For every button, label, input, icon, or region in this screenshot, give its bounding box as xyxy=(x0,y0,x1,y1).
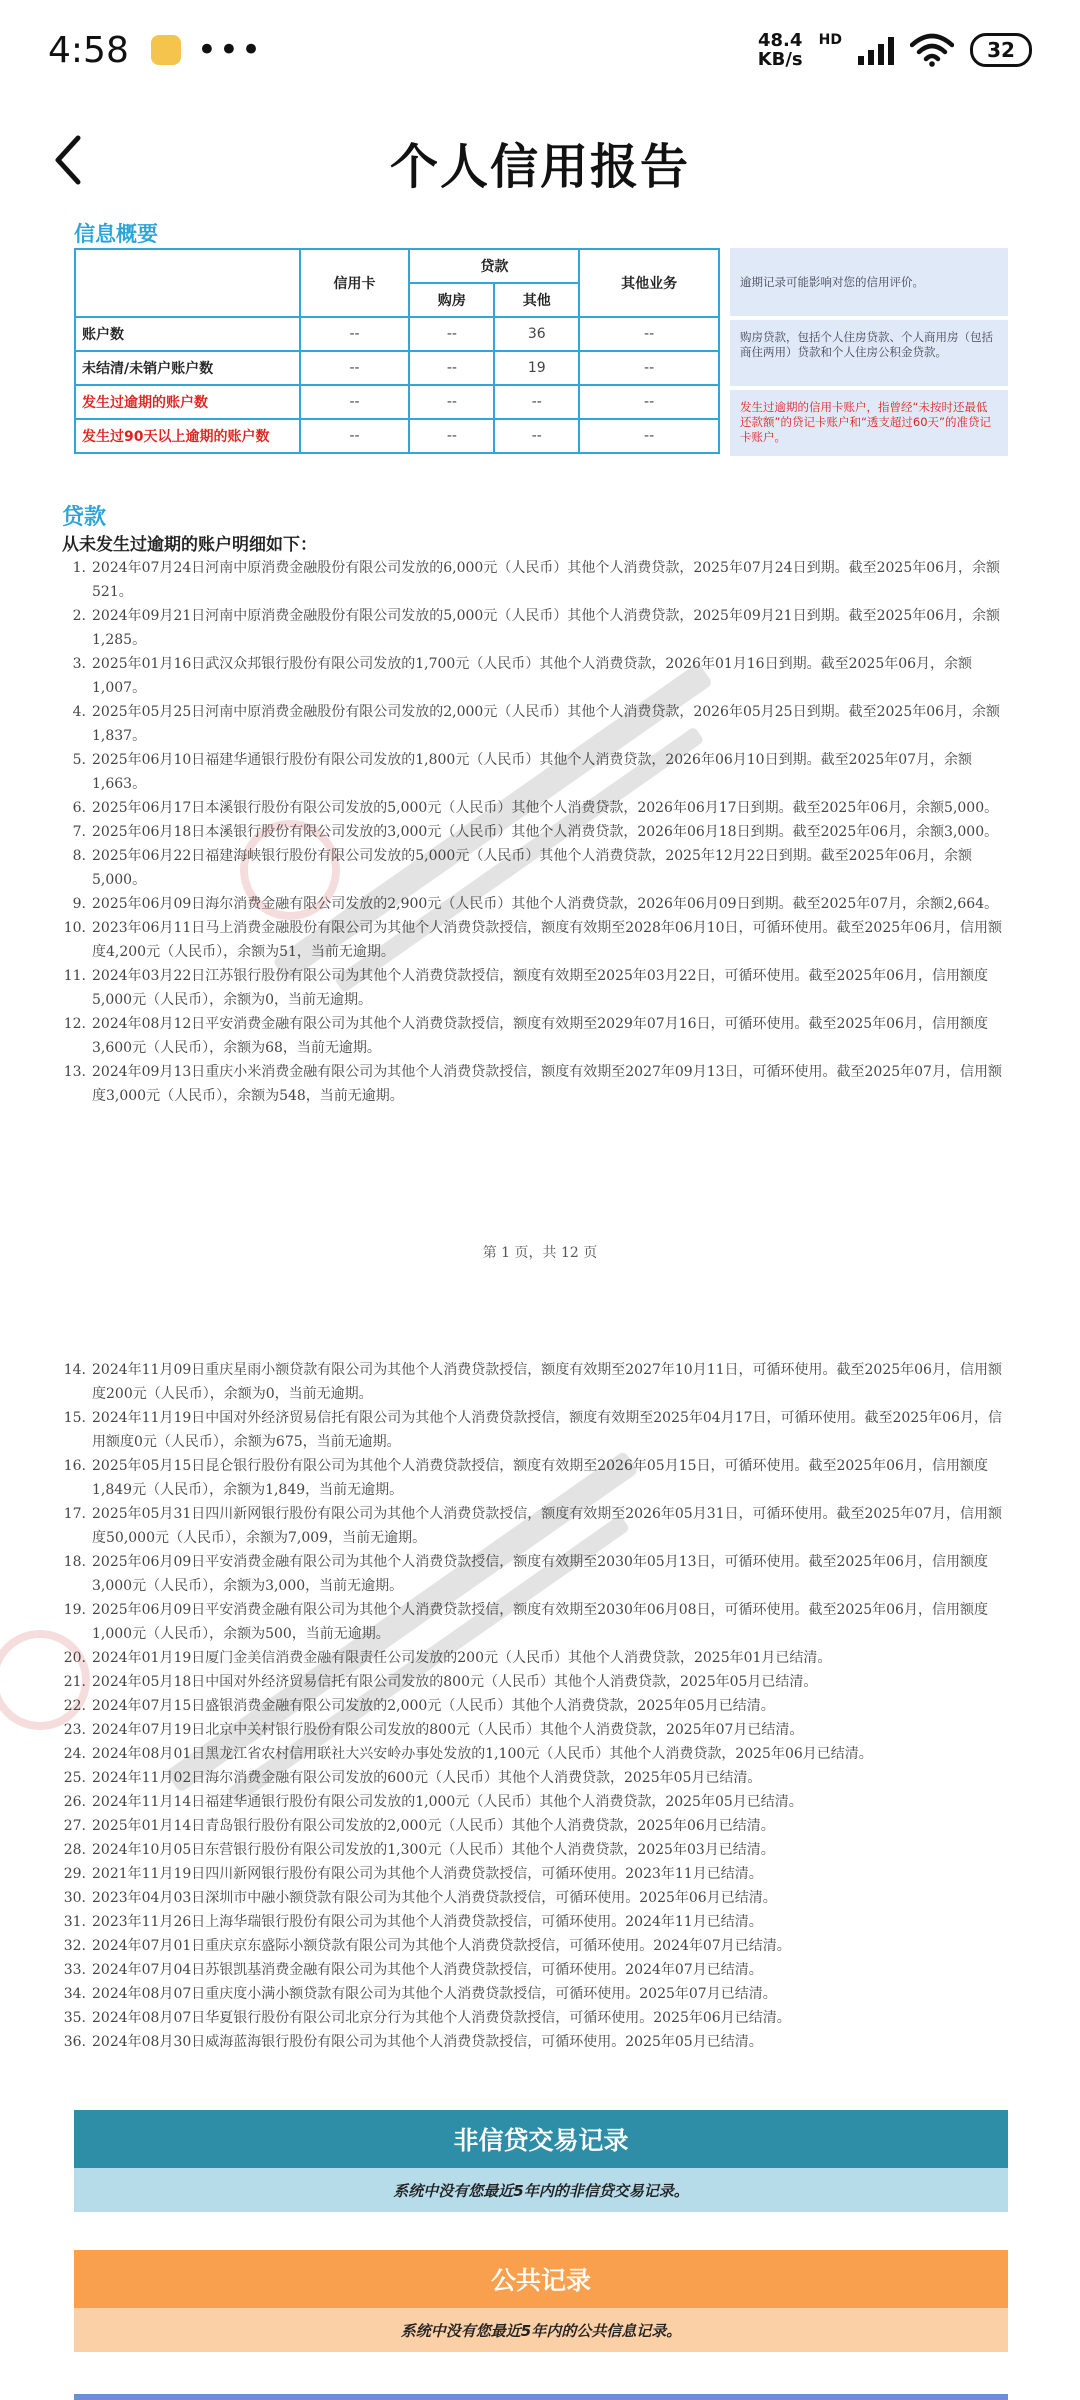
list-item-number: 15. xyxy=(63,1410,86,1426)
list-item-text: 2025年06月18日本溪银行股份有限公司发放的3,000元（人民币）其他个人消费贷款，2026年06月18日到期。截至2025年06月，余额3,000。 xyxy=(92,824,999,840)
list-item-number: 33. xyxy=(63,1962,86,1978)
list-item-text: 2024年11月14日福建华通银行股份有限公司发放的1,000元（人民币）其他个人消费贷款，2025年05月已结清。 xyxy=(92,1794,803,1810)
list-item-text: 2024年01月19日厦门金美信消费金融有限责任公司发放的200元（人民币）其他个人消费贷款，2025年01月已结清。 xyxy=(92,1650,832,1666)
list-item-number: 11. xyxy=(63,968,86,984)
list-item-text: 2024年05月18日中国对外经济贸易信托有限公司发放的800元（人民币）其他个人消费贷款，2025年05月已结清。 xyxy=(92,1674,818,1690)
list-item xyxy=(62,2030,1012,2054)
list-item xyxy=(62,1550,1012,1598)
page-footer: 第 1 页，共 12 页 xyxy=(482,1245,598,1261)
note-overdue: 逾期记录可能影响对您的信用评价。 xyxy=(730,248,1008,316)
list-item xyxy=(62,964,1012,1012)
list-item-number: 16. xyxy=(63,1458,86,1474)
list-item-number: 19. xyxy=(63,1602,86,1618)
list-item-number: 32. xyxy=(63,1938,86,1954)
list-item-text: 2024年08月07日重庆度小满小额贷款有限公司为其他个人消费贷款授信，可循环使用。2025年07月已结清。 xyxy=(92,1986,777,2002)
list-item xyxy=(62,820,1012,844)
list-item-text: 2024年11月09日重庆星雨小额贷款有限公司为其他个人消费贷款授信，额度有效期至2027年10月11日，可循环使用。截至2025年06月，信用额度200元（人民币），余额为0，当前无逾期。 xyxy=(92,1362,1002,1402)
list-item-text: 2024年09月13日重庆小米消费金融有限公司为其他个人消费贷款授信，额度有效期至2027年09月13日，可循环使用。截至2025年07月，信用额度3,000元（人民币），余额为548，当前无逾期。 xyxy=(92,1064,1002,1104)
header-housing: 购房 xyxy=(409,283,494,317)
list-item xyxy=(62,556,1012,604)
list-item xyxy=(62,1598,1012,1646)
list-item-number: 28. xyxy=(63,1842,86,1858)
list-item xyxy=(62,1358,1012,1406)
list-item-number: 1. xyxy=(72,560,86,576)
list-item-text: 2024年11月19日中国对外经济贸易信托有限公司为其他个人消费贷款授信，额度有效期至2025年04月17日，可循环使用。截至2025年06月，信用额度0元（人民币），余额为675，当前无逾期。 xyxy=(92,1410,1002,1450)
list-item-number: 18. xyxy=(63,1554,86,1570)
status-bar xyxy=(0,0,1080,100)
list-item xyxy=(62,1838,1012,1862)
list-item-number: 31. xyxy=(63,1914,86,1930)
header-credit-card: 信用卡 xyxy=(300,249,410,317)
list-item-number: 35. xyxy=(63,2010,86,2026)
credit-report-document xyxy=(0,210,1080,2400)
list-item xyxy=(62,1694,1012,1718)
battery-icon: 32 xyxy=(970,33,1032,67)
loans-subtitle: 从未发生过逾期的账户明细如下： xyxy=(62,535,317,555)
wifi-icon xyxy=(910,33,954,67)
list-item-text: 2024年08月30日威海蓝海银行股份有限公司为其他个人消费贷款授信，可循环使用。2025年05月已结清。 xyxy=(92,2034,763,2050)
list-item-number: 8. xyxy=(72,848,86,864)
overview-title: 信息概要 xyxy=(74,222,158,246)
list-item-text: 2024年08月01日黑龙江省农村信用联社大兴安岭办事处发放的1,100元（人民币）其他个人消费贷款，2025年06月已结清。 xyxy=(92,1746,873,1762)
list-item-text: 2024年09月21日河南中原消费金融股份有限公司发放的5,000元（人民币）其他个人消费贷款，2025年09月21日到期。截至2025年06月，余额1,285。 xyxy=(92,608,1001,648)
header-other-business: 其他业务 xyxy=(579,249,719,317)
list-item-number: 25. xyxy=(63,1770,86,1786)
list-item-number: 30. xyxy=(63,1890,86,1906)
list-item-number: 13. xyxy=(63,1064,86,1080)
list-item-text: 2023年06月11日马上消费金融股份有限公司为其他个人消费贷款授信，额度有效期至2028年06月10日，可循环使用。截至2025年06月，信用额度4,200元（人民币），余额为51，当前无逾期。 xyxy=(92,920,1002,960)
list-item-number: 14. xyxy=(63,1362,86,1378)
list-item-number: 9. xyxy=(72,896,86,912)
list-item xyxy=(62,604,1012,652)
hd-indicator: HD xyxy=(818,32,842,48)
list-item-text: 2025年06月17日本溪银行股份有限公司发放的5,000元（人民币）其他个人消费贷款，2026年06月17日到期。截至2025年06月，余额5,000。 xyxy=(92,800,999,816)
list-item xyxy=(62,1886,1012,1910)
list-item-text: 2025年06月09日平安消费金融有限公司为其他个人消费贷款授信，额度有效期至2030年06月08日，可循环使用。截至2025年06月，信用额度1,000元（人民币），余额为500，当前无逾期。 xyxy=(92,1602,988,1642)
note-credit-card: 发生过逾期的信用卡账户，指曾经“未按时还最低还款额”的贷记卡账户和“透支超过60天”的准贷记卡账户。 xyxy=(730,390,1008,456)
list-item-text: 2024年07月24日河南中原消费金融股份有限公司发放的6,000元（人民币）其他个人消费贷款，2025年07月24日到期。截至2025年06月，余额521。 xyxy=(92,560,1001,600)
list-item-number: 5. xyxy=(72,752,86,768)
list-item-number: 10. xyxy=(63,920,86,936)
loan-list-page1 xyxy=(62,556,1012,1108)
list-item xyxy=(62,1958,1012,1982)
overview-table xyxy=(74,248,720,454)
list-item xyxy=(62,1742,1012,1766)
list-item xyxy=(62,700,1012,748)
list-item-text: 2025年01月16日武汉众邦银行股份有限公司发放的1,700元（人民币）其他个人消费贷款，2026年01月16日到期。截至2025年06月，余额1,007。 xyxy=(92,656,973,696)
list-item-number: 2. xyxy=(72,608,86,624)
page-title: 个人信用报告 xyxy=(389,139,690,195)
list-item-text: 2024年08月07日华夏银行股份有限公司北京分行为其他个人消费贷款授信，可循环使用。2025年06月已结清。 xyxy=(92,2010,791,2026)
public-record-section-title: 公共记录 xyxy=(74,2250,1008,2308)
list-item-text: 2025年06月10日福建华通银行股份有限公司发放的1,800元（人民币）其他个人消费贷款，2026年06月10日到期。截至2025年07月，余额1,663。 xyxy=(92,752,973,792)
list-item-text: 2023年04月03日深圳市中融小额贷款有限公司为其他个人消费贷款授信，可循环使用。2025年06月已结清。 xyxy=(92,1890,777,1906)
list-item-text: 2025年05月25日河南中原消费金融股份有限公司发放的2,000元（人民币）其他个人消费贷款，2026年05月25日到期。截至2025年06月，余额1,837。 xyxy=(92,704,1001,744)
list-item-number: 3. xyxy=(72,656,86,672)
list-item-number: 22. xyxy=(63,1698,86,1714)
public-record-section-text: 系统中没有您最近5年内的公共信息记录。 xyxy=(74,2308,1008,2352)
list-item xyxy=(62,844,1012,892)
note-housing: 购房贷款，包括个人住房贷款、个人商用房（包括商住两用）贷款和个人住房公积金贷款。 xyxy=(730,320,1008,386)
list-item-number: 24. xyxy=(63,1746,86,1762)
table-row: 发生过逾期的账户数 -- -- -- -- xyxy=(75,385,719,419)
table-row: 发生过90天以上逾期的账户数 -- -- -- -- xyxy=(75,419,719,453)
list-item xyxy=(62,1790,1012,1814)
app-header xyxy=(0,110,1080,210)
list-item-text: 2025年06月22日福建海峡银行股份有限公司发放的5,000元（人民币）其他个人消费贷款，2025年12月22日到期。截至2025年06月，余额5,000。 xyxy=(92,848,973,888)
list-item-number: 21. xyxy=(63,1674,86,1690)
list-item xyxy=(62,1670,1012,1694)
next-section-header xyxy=(74,2394,1008,2400)
list-item-text: 2023年11月26日上海华瑞银行股份有限公司为其他个人消费贷款授信，可循环使用。2024年11月已结清。 xyxy=(92,1914,763,1930)
list-item xyxy=(62,652,1012,700)
list-item xyxy=(62,1982,1012,2006)
list-item-text: 2025年06月09日平安消费金融有限公司为其他个人消费贷款授信，额度有效期至2030年05月13日，可循环使用。截至2025年06月，信用额度3,000元（人民币），余额为3,000，当前无逾期。 xyxy=(92,1554,988,1594)
list-item-text: 2024年10月05日东营银行股份有限公司发放的1,300元（人民币）其他个人消费贷款，2025年03月已结清。 xyxy=(92,1842,775,1858)
list-item xyxy=(62,1718,1012,1742)
corner-cell xyxy=(75,249,300,317)
loan-list-page2 xyxy=(62,1358,1012,2054)
list-item-text: 2024年07月04日苏银凯基消费金融有限公司为其他个人消费贷款授信，可循环使用。2024年07月已结清。 xyxy=(92,1962,763,1978)
non-credit-section-title: 非信贷交易记录 xyxy=(74,2110,1008,2168)
list-item-number: 12. xyxy=(63,1016,86,1032)
more-notifications-icon: ••• xyxy=(196,30,264,70)
list-item xyxy=(62,1910,1012,1934)
header-other: 其他 xyxy=(494,283,579,317)
list-item-text: 2025年05月15日昆仑银行股份有限公司为其他个人消费贷款授信，额度有效期至2026年05月15日，可循环使用。截至2025年06月，信用额度1,849元（人民币），余额为1,849，当前无逾期。 xyxy=(92,1458,988,1498)
list-item-text: 2025年05月31日四川新网银行股份有限公司为其他个人消费贷款授信，额度有效期至2026年05月31日，可循环使用。截至2025年07月，信用额度50,000元（人民币），余额为7,009，当前无逾期。 xyxy=(92,1506,1002,1546)
list-item-text: 2024年03月22日江苏银行股份有限公司为其他个人消费贷款授信，额度有效期至2025年03月22日，可循环使用。截至2025年06月，信用额度5,000元（人民币），余额为0，当前无逾期。 xyxy=(92,968,988,1008)
list-item xyxy=(62,916,1012,964)
list-item-text: 2024年07月15日盛银消费金融有限公司发放的2,000元（人民币）其他个人消费贷款，2025年05月已结清。 xyxy=(92,1698,775,1714)
header-loan: 贷款 xyxy=(409,249,579,283)
list-item xyxy=(62,1934,1012,1958)
network-speed: 48.4 KB/s xyxy=(757,30,803,70)
list-item-number: 7. xyxy=(72,824,86,840)
list-item-number: 27. xyxy=(63,1818,86,1834)
overview-notes xyxy=(730,248,1008,460)
list-item xyxy=(62,748,1012,796)
list-item xyxy=(62,1814,1012,1838)
list-item xyxy=(62,892,1012,916)
notification-icon xyxy=(151,35,181,65)
list-item-number: 17. xyxy=(63,1506,86,1522)
table-row: 账户数 -- -- 36 -- xyxy=(75,317,719,351)
list-item-text: 2021年11月19日四川新网银行股份有限公司为其他个人消费贷款授信，可循环使用。2023年11月已结清。 xyxy=(92,1866,763,1882)
list-item xyxy=(62,2006,1012,2030)
list-item-number: 34. xyxy=(63,1986,86,2002)
list-item-text: 2024年11月02日海尔消费金融有限公司发放的600元（人民币）其他个人消费贷款，2025年05月已结清。 xyxy=(92,1770,762,1786)
list-item-text: 2024年07月19日北京中关村银行股份有限公司发放的800元（人民币）其他个人消费贷款，2025年07月已结清。 xyxy=(92,1722,804,1738)
list-item xyxy=(62,796,1012,820)
list-item-number: 23. xyxy=(63,1722,86,1738)
list-item-number: 29. xyxy=(63,1866,86,1882)
list-item xyxy=(62,1012,1012,1060)
list-item-number: 4. xyxy=(72,704,86,720)
signal-icon xyxy=(858,35,894,65)
non-credit-section-text: 系统中没有您最近5年内的非信贷交易记录。 xyxy=(74,2168,1008,2212)
list-item-number: 26. xyxy=(63,1794,86,1810)
list-item xyxy=(62,1406,1012,1454)
list-item xyxy=(62,1646,1012,1670)
list-item xyxy=(62,1502,1012,1550)
list-item xyxy=(62,1060,1012,1108)
status-time: 4:58 xyxy=(48,29,129,71)
list-item-text: 2025年01月14日青岛银行股份有限公司发放的2,000元（人民币）其他个人消费贷款，2025年06月已结清。 xyxy=(92,1818,775,1834)
list-item-number: 6. xyxy=(72,800,86,816)
list-item-text: 2025年06月09日海尔消费金融有限公司发放的2,900元（人民币）其他个人消费贷款，2026年06月09日到期。截至2025年07月，余额2,664。 xyxy=(92,896,999,912)
list-item-number: 36. xyxy=(63,2034,86,2050)
list-item xyxy=(62,1862,1012,1886)
list-item-text: 2024年07月01日重庆京东盛际小额贷款有限公司为其他个人消费贷款授信，可循环使用。2024年07月已结清。 xyxy=(92,1938,791,1954)
list-item-text: 2024年08月12日平安消费金融有限公司为其他个人消费贷款授信，额度有效期至2029年07月16日，可循环使用。截至2025年06月，信用额度3,600元（人民币），余额为68，当前无逾期。 xyxy=(92,1016,988,1056)
table-row: 未结清/未销户账户数 -- -- 19 -- xyxy=(75,351,719,385)
loans-title: 贷款 xyxy=(62,505,107,530)
list-item-number: 20. xyxy=(63,1650,86,1666)
list-item xyxy=(62,1766,1012,1790)
list-item xyxy=(62,1454,1012,1502)
